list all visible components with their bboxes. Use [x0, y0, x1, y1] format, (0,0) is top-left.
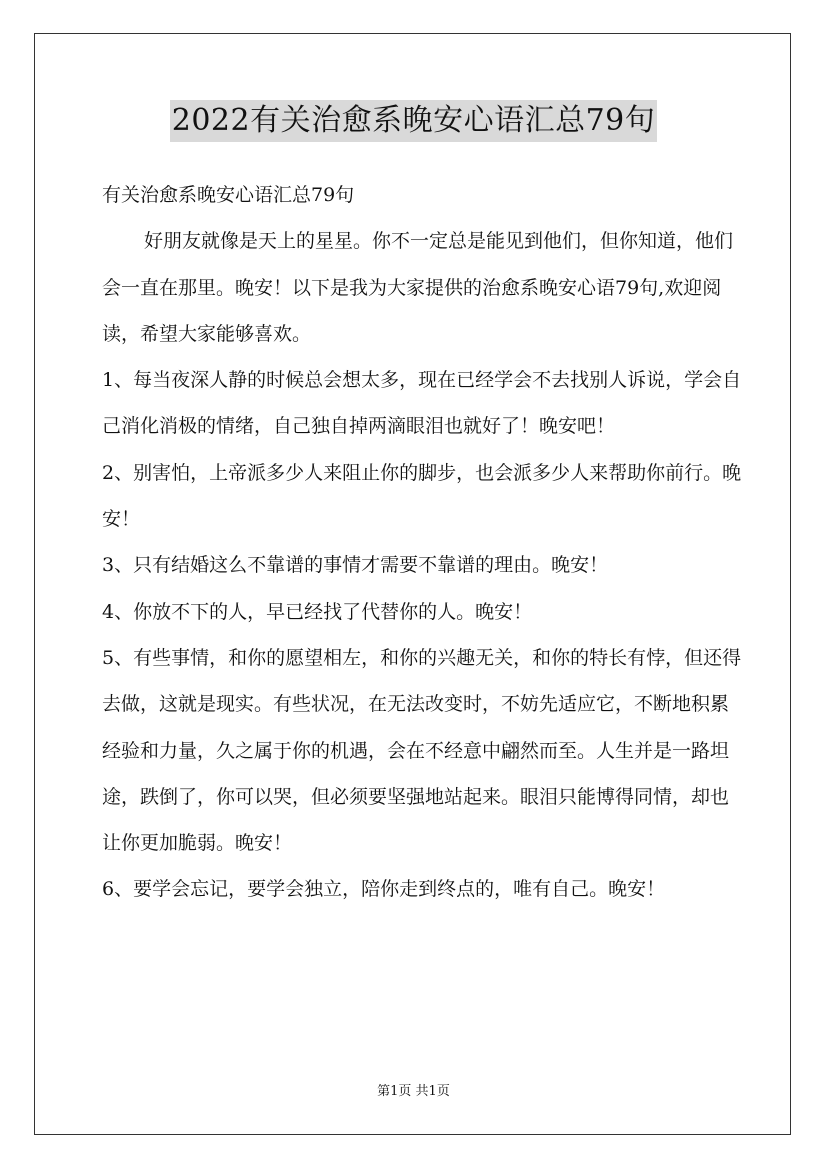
title-container — [0, 100, 827, 142]
intro-paragraph: 好朋友就像是天上的星星。你不一定总是能见到他们，但你知道，他们会一直在那里。晚安！以下是我为大家提供的治愈系晚安心语79句,欢迎阅读，希望大家能够喜欢。 — [102, 230, 734, 345]
list-item: 5、有些事情，和你的愿望相左，和你的兴趣无关，和你的特长有悖，但还得去做，这就是现实。有些状况，在无法改变时，不妨先适应它，不断地积累经验和力量，久之属于你的机遇，会在不经意中翩然而至。人生并是一路坦途，跌倒了，你可以哭，但必须要坚强地站起来。眼泪只能博得同情，却也让你更加脆弱。晚安！ — [102, 646, 742, 855]
document-subtitle: 有关治愈系晚安心语汇总79句 — [102, 184, 355, 206]
page-number: 第1页 共1页 — [377, 1084, 450, 1099]
document-body — [102, 172, 746, 913]
list-item: 1、每当夜深人静的时候总会想太多，现在已经学会不去找别人诉说，学会自己消化消极的情绪，自己独自掉两滴眼泪也就好了！晚安吧！ — [102, 369, 742, 438]
document-title: 2022有关治愈系晚安心语汇总79句 — [170, 100, 658, 142]
list-item: 2、别害怕，上帝派多少人来阻止你的脚步，也会派多少人来帮助你前行。晚安！ — [102, 461, 742, 531]
list-item: 3、只有结婚这么不靠谱的事情才需要不靠谱的理由。晚安！ — [102, 554, 609, 577]
list-item: 4、你放不下的人，早已经找了代替你的人。晚安！ — [102, 600, 533, 623]
list-item: 6、要学会忘记，要学会独立，陪你走到终点的，唯有自己。晚安！ — [102, 878, 666, 901]
